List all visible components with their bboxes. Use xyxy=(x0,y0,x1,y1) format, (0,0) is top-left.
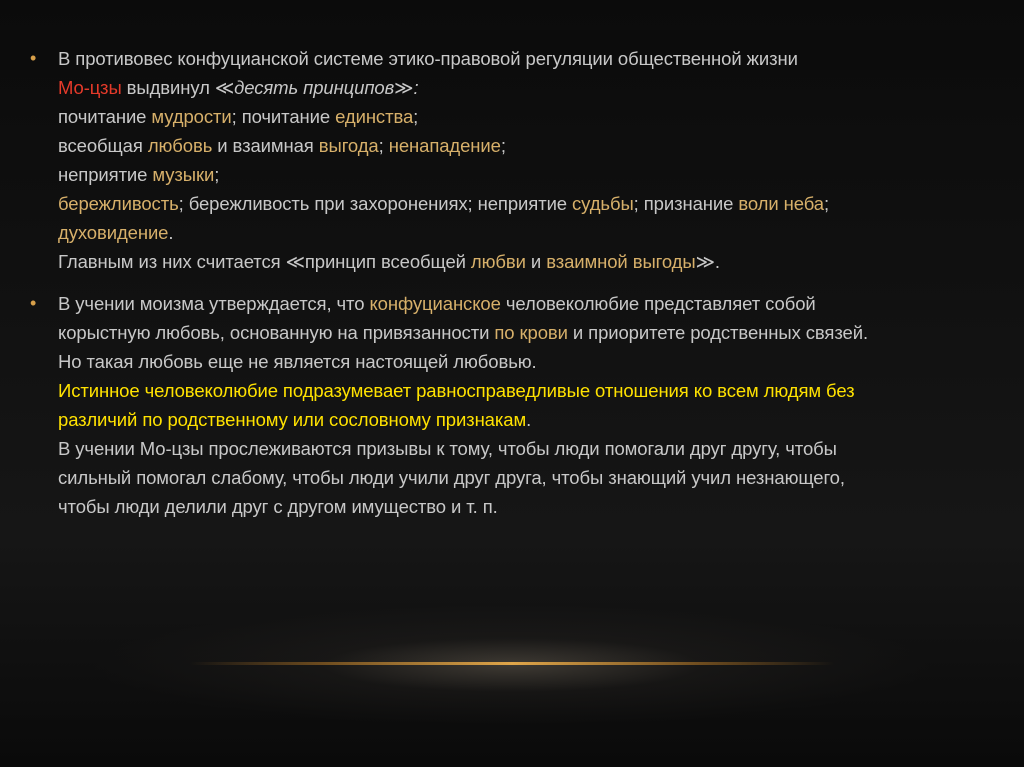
bullet-paragraph-2 xyxy=(30,289,990,521)
p2-line-3: Но такая любовь еще не является настоящей любовью. xyxy=(58,351,537,372)
p1-line-5: неприятие музыки; xyxy=(58,164,220,185)
bullet-paragraph-1 xyxy=(30,44,990,276)
p2-line-8: чтобы люди делили друг с другом имущество и т. п. xyxy=(58,496,498,517)
p2-line-6: В учении Мо-цзы прослеживаются призывы к тому, чтобы люди помогали друг другу, чтобы xyxy=(58,438,837,459)
p1-line-6: бережливость; бережливость при захоронениях; неприятие судьбы; признание воли неба; xyxy=(58,193,830,214)
p1-line-4: всеобщая любовь и взаимная выгода; ненападение; xyxy=(58,135,506,156)
bullet-icon: • xyxy=(30,293,37,313)
p1-line-3: почитание мудрости; почитание единства; xyxy=(58,106,419,127)
slide-content xyxy=(30,44,990,534)
p2-line-4: Истинное человеколюбие подразумевает равносправедливые отношения ко всем людям без xyxy=(58,380,855,401)
decorative-glow-line xyxy=(190,662,834,665)
p1-line-7: духовидение. xyxy=(58,222,174,243)
ten-principles: ≪десять принципов≫: xyxy=(214,77,419,98)
bullet-icon: • xyxy=(30,48,37,68)
p1-line-8: Главным из них считается ≪принцип всеобщей любви и взаимной выгоды≫. xyxy=(58,251,720,272)
p2-line-5: различий по родственному или сословному признакам. xyxy=(58,409,532,430)
p2-line-2: корыстную любовь, основанную на привязанности по крови и приоритете родственных связей. xyxy=(58,322,868,343)
p1-line-2: Мо-цзы выдвинул ≪десять принципов≫: xyxy=(58,77,419,98)
p2-line-7: сильный помогал слабому, чтобы люди учили друг друга, чтобы знающий учил незнающего, xyxy=(58,467,845,488)
name-mozi: Мо-цзы xyxy=(58,77,122,98)
p1-line-1: В противовес конфуцианской системе этико-правовой регуляции общественной жизни xyxy=(58,48,798,69)
p2-line-1: В учении моизма утверждается, что конфуцианское человеколюбие представляет собой xyxy=(58,293,816,314)
